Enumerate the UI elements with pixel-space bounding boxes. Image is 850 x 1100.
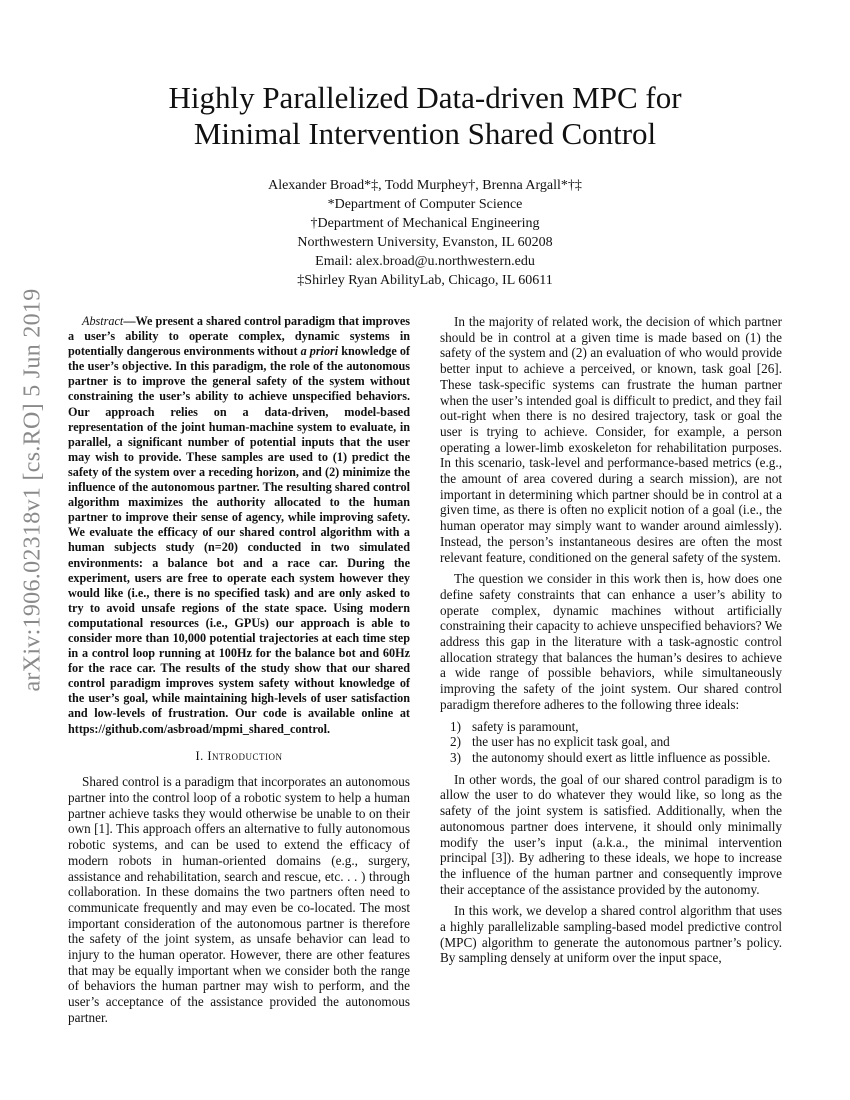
right-column	[440, 314, 782, 972]
author-block	[100, 176, 750, 290]
right-paragraph-4: In this work, we develop a shared control algorithm that uses a highly parallelizable sampling-based model predictive control (MPC) algorithm to generate the autonomous partner’s policy. By sampling densely at uniform over the input space,	[440, 903, 782, 966]
ideal-number: 2)	[450, 734, 461, 750]
abstract-italic: a priori	[300, 344, 339, 359]
ideal-item	[450, 719, 782, 735]
affiliation-me: †Department of Mechanical Engineering	[310, 216, 540, 231]
paper-title	[60, 80, 790, 152]
affiliation-email: Email: alex.broad@u.northwestern.edu	[315, 254, 535, 269]
section-heading-introduction	[68, 749, 410, 765]
right-paragraph-2: The question we consider in this work then is, how does one define safety constraints that can enhance a user’s ability to operate complex, dynamic machines without artificially constraining their capacity to achieve unspecified behaviors? We address this gap in the literature with a task-agnostic control allocation strategy that balances the human’s desires to achieve a wide range of possible behaviors, while simultaneously improving the safety of the joint system. Our shared control paradigm therefore adheres to the following three ideals:	[440, 571, 782, 712]
paper-title-line-2: Minimal Intervention Shared Control	[193, 116, 657, 151]
paper-title-line-1: Highly Parallelized Data-driven MPC for	[168, 80, 682, 115]
arxiv-stamp-text: arXiv:1906.02318v1 [cs.RO] 5 Jun 2019	[19, 288, 46, 692]
arxiv-stamp	[18, 288, 48, 692]
affiliation-university: Northwestern University, Evanston, IL 60208	[297, 235, 553, 250]
ideal-item	[450, 734, 782, 750]
left-column	[68, 314, 410, 1032]
ideal-text: the user has no explicit task goal, and	[472, 734, 670, 750]
abstract-text-2: knowledge of the user’s objective. In this paradigm, the role of the autonomous partner is to improve the general safety of the system without constraining the user’s ability to achieve unspecified behaviors. Our approach relies on a data-driven, model-based representation of the joint human-machine system to evaluate, in parallel, a significant number of potential inputs that the user may wish to provide. These samples are used to (1) predict the safety of the system over a receding horizon, and (2) minimize the influence of the autonomous partner. The resulting shared control algorithm maximizes the authority allocated to the human partner to improve their sense of agency, while improving safety. We evaluate the efficacy of our shared control algorithm with a human subjects study (n=20) conducted in two simulated environments: a balance bot and a race car. During the experiment, users are free to operate each system however they would like (i.e., there is no specified task) and are only asked to try to avoid unsafe regions of the state space. Using modern computational resources (i.e., GPUs) our approach is able to consider more than 10,000 potential trajectories at each time step in a control loop running at 100Hz for the balance bot and 60Hz for the race car. The results of the study show that our shared control paradigm improves system safety without knowledge of the user’s goal, while maintaining high-levels of user satisfaction and low-levels of frustration. Our code is available online at https://github.com/asbroad/mpmi_shared_control.	[68, 344, 410, 736]
affiliation-sralab: ‡Shirley Ryan AbilityLab, Chicago, IL 60611	[297, 273, 553, 288]
section-title: Introduction	[207, 748, 283, 763]
section-number: I.	[195, 748, 204, 763]
ideal-item	[450, 750, 782, 766]
author-list: Alexander Broad*‡, Todd Murphey†, Brenna Argall*†‡	[268, 178, 582, 193]
abstract-lead: Abstract	[82, 314, 124, 328]
ideals-list	[440, 719, 782, 766]
abstract	[68, 314, 410, 737]
affiliation-cs: *Department of Computer Science	[327, 197, 523, 212]
ideal-number: 3)	[450, 749, 461, 765]
ideal-text: safety is paramount,	[472, 718, 579, 734]
intro-paragraph-1: Shared control is a paradigm that incorporates an autonomous partner into the control loop of a robotic system to help a human partner achieve tasks they would otherwise be unable to on their own [1]. This approach offers an alternative to fully autonomous robotic systems, and can be used to extend the efficacy of modern robots in human-oriented domains (e.g., surgery, assistance and rehabilitation, search and rescue, etc. . . ) through collaboration. In these domains the two partners often need to communicate frequently and may even be co-located. The most important consideration of the autonomous partner is therefore the safety of the joint system, as unsafe behavior can lead to injury to the human operator. However, there are other features that may be equally important when we consider both the range of behaviors the human partner may wish to perform, and the user’s acceptance of the assistance provided the autonomous partner.	[68, 774, 410, 1025]
ideal-text: the autonomy should exert as little influence as possible.	[472, 749, 771, 765]
abstract-text-1: —We present a shared control paradigm that improves a user’s ability to operate complex, dynamic systems in potentially dangerous environments without	[68, 314, 410, 359]
right-paragraph-3: In other words, the goal of our shared control paradigm is to allow the user to do whatever they would like, so long as the safety of the joint system is satisfied. Additionally, when the autonomous partner does intervene, it should only minimally modify the user’s input (a.k.a., the minimal intervention principal [3]). By adhering to these ideals, we hope to increase the influence of the human partner and consequently improve their acceptance of the assistance provided by the autonomy.	[440, 771, 782, 897]
ideal-number: 1)	[450, 718, 461, 734]
right-paragraph-1: In the majority of related work, the decision of which partner should be in control at a given time is made based on (1) the safety of the system and (2) an evaluation of who would provide better input to achieve a perceived, or known, task goal [26]. These task-specific systems can frustrate the human partner when the user’s intended goal is difficult to predict, and they fail out-right when there is no desired trajectory, task or goal the user is trying to achieve. Consider, for example, a person operating a lower-limb exoskeleton for rehabilitation purposes. In this scenario, task-level and performance-based metrics (e.g., the amount of area covered during a search mission), are not important in determining which partner should be in control at a given time, as there is often no explicit notion of a goal (i.e., the human operator may simply want to wander around aimlessly). Instead, the person’s instantaneous desires are often the most relevant feature, conditioned on the general safety of the system.	[440, 314, 782, 565]
